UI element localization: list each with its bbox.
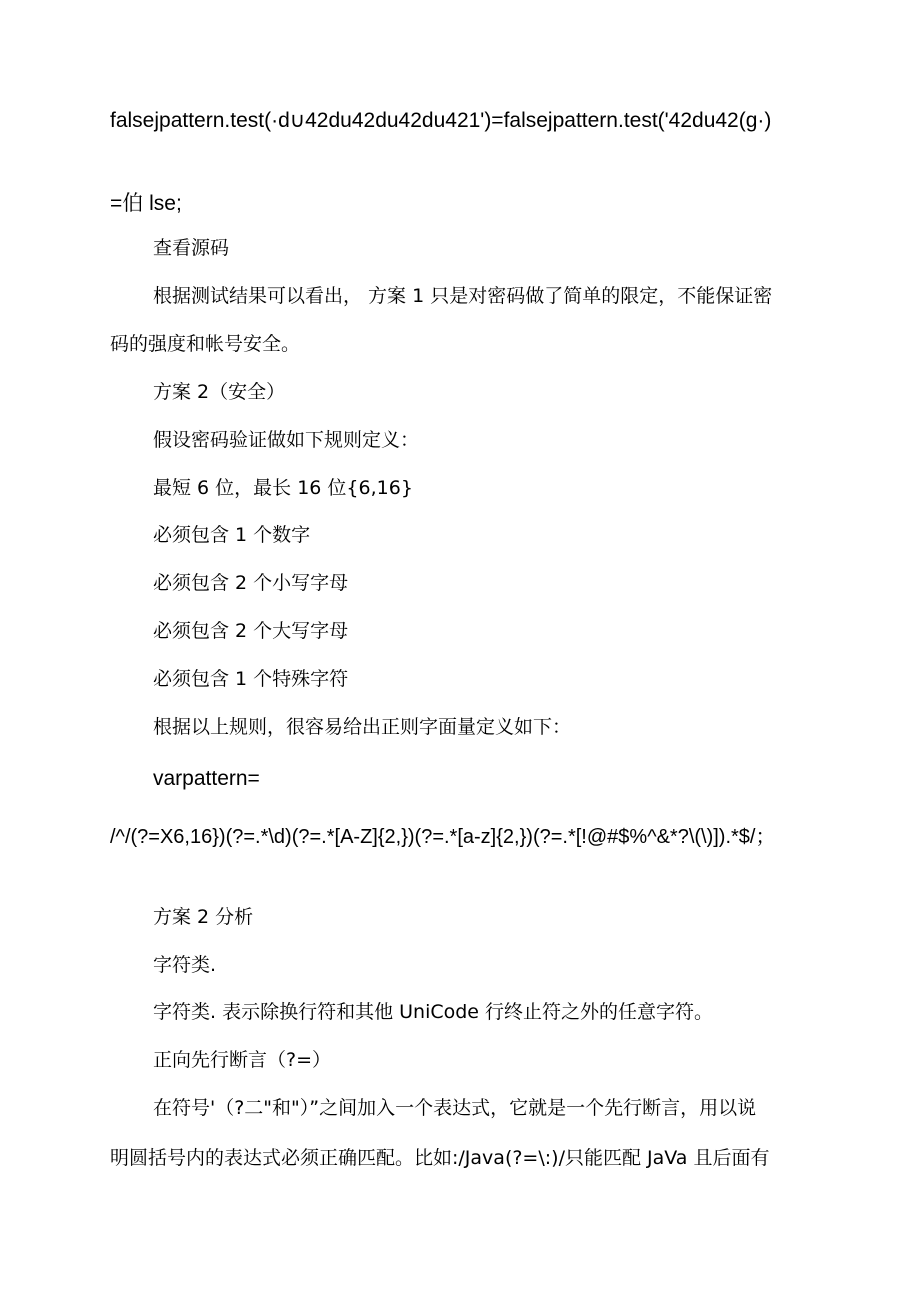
rule-item: 必须包含 1 个特殊字符: [153, 668, 349, 690]
paragraph-line: 明圆括号内的表达式必须正确匹配。比如:/Java(?=\:)/只能匹配 JaVa 且后面有: [110, 1147, 770, 1169]
code-line: /^/(?=X6,16})(?=.*\d)(?=.*[A-Z]{2,})(?=.*[a-z]{2,})(?=.*[!@#$%^&*?\(\)]).*$/；: [110, 826, 776, 848]
rule-item: 必须包含 2 个小写字母: [153, 572, 349, 594]
text-line: 字符类. 表示除换行符和其他 UniCode 行终止符之外的任意字符。: [153, 1001, 714, 1023]
paragraph-line: 在符号'（?二"和"）”之间加入一个表达式，它就是一个先行断言，用以说: [153, 1097, 757, 1119]
section-heading: 方案 2 分析: [153, 906, 254, 928]
code-line: varpattern=: [153, 767, 260, 790]
rule-item: 最短 6 位，最长 16 位{6,16}: [153, 477, 413, 499]
rule-item: 必须包含 2 个大写字母: [153, 620, 349, 642]
text-line: 字符类.: [153, 954, 217, 976]
text-line: =伯 lse;: [110, 192, 182, 215]
section-heading: 方案 2（安全）: [153, 381, 286, 403]
paragraph-line: 根据测试结果可以看出， 方案 1 只是对密码做了简单的限定，不能保证密: [153, 285, 773, 307]
rule-item: 必须包含 1 个数字: [153, 524, 311, 546]
text-line: 查看源码: [153, 237, 230, 259]
text-line: 假设密码验证做如下规则定义：: [153, 429, 420, 451]
text-line: 正向先行断言（?=）: [153, 1049, 332, 1071]
paragraph-line: 码的强度和帐号安全。: [110, 333, 301, 355]
text-line: 根据以上规则，很容易给出正则字面量定义如下：: [153, 716, 572, 738]
text-line: falsejpattern.test(·d∪42du42du42du421')=falsejpattern.test('42du42(g·): [110, 109, 772, 132]
